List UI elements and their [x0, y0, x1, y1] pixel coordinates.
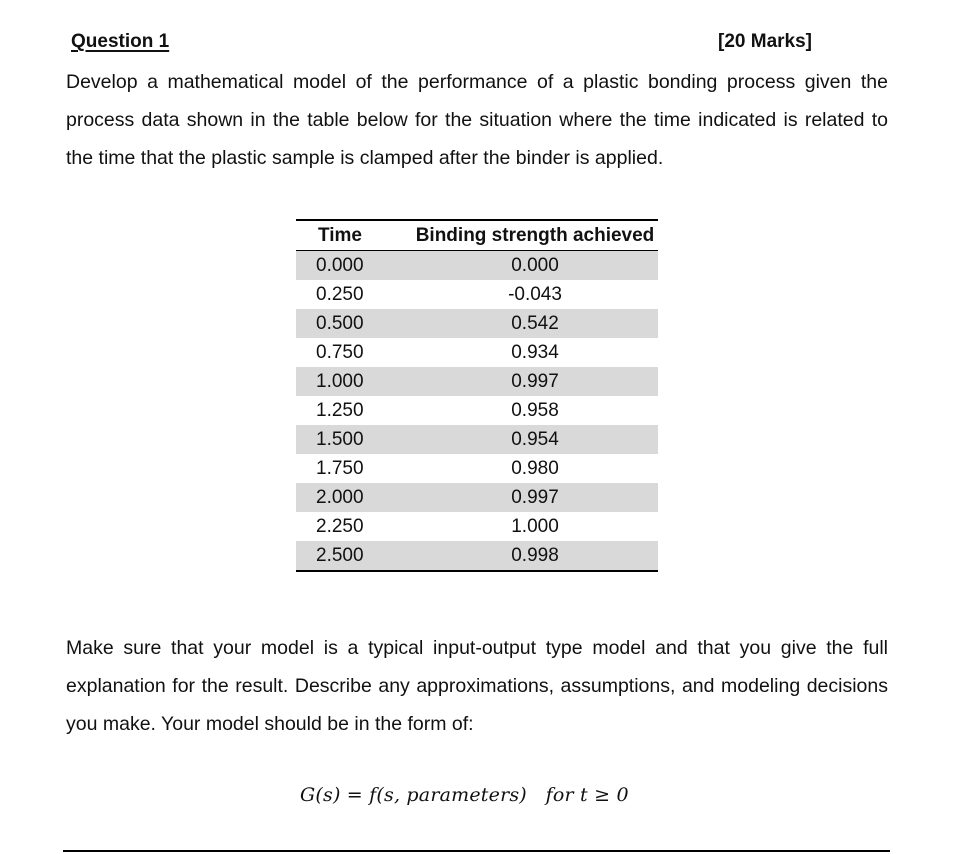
process-data-table	[296, 219, 658, 572]
cell-time: 1.250	[316, 400, 364, 421]
bottom-divider	[63, 850, 890, 852]
instructions-paragraph: Make sure that your model is a typical input-output type model and that you give the full explanation for the result. Describe any approximations, assumptions, and modeling decisions you make. Your model should be in the form of:	[66, 637, 888, 735]
question-heading: Question 1	[71, 31, 170, 52]
cell-binding-strength: 0.997	[511, 487, 559, 508]
cell-time: 0.500	[316, 313, 364, 334]
cell-time: 0.000	[316, 255, 364, 276]
cell-binding-strength: 1.000	[511, 516, 559, 537]
table-row	[296, 396, 658, 425]
model-formula: G(s) = f(s, parameters) for t ≥ 0	[300, 784, 629, 806]
table-row	[296, 251, 658, 281]
cell-binding-strength: 0.997	[511, 371, 559, 392]
table-row	[296, 338, 658, 367]
cell-binding-strength: 0.934	[511, 342, 559, 363]
table-row	[296, 483, 658, 512]
table-row	[296, 541, 658, 571]
cell-time: 1.500	[316, 429, 364, 450]
table-header-row	[296, 220, 658, 251]
cell-binding-strength: 0.000	[511, 255, 559, 276]
cell-time: 2.250	[316, 516, 364, 537]
table-row	[296, 425, 658, 454]
cell-time: 1.000	[316, 371, 364, 392]
cell-binding-strength: 0.542	[511, 313, 559, 334]
table-row	[296, 309, 658, 338]
header-binding-strength: Binding strength achieved	[415, 225, 655, 246]
question-marks: [20 Marks]	[718, 31, 812, 52]
cell-time: 2.000	[316, 487, 364, 508]
cell-time: 0.250	[316, 284, 364, 305]
cell-binding-strength: -0.043	[508, 284, 562, 305]
table-row	[296, 454, 658, 483]
header-time: Time	[318, 225, 363, 246]
table-row	[296, 367, 658, 396]
table-row	[296, 512, 658, 541]
intro-paragraph: Develop a mathematical model of the performance of a plastic bonding process given the process data shown in the table below for the situation where the time indicated is related to the time that the plastic sample is clamped after the binder is applied.	[66, 71, 888, 169]
cell-binding-strength: 0.954	[511, 429, 559, 450]
cell-binding-strength: 0.958	[511, 400, 559, 421]
cell-binding-strength: 0.980	[511, 458, 559, 479]
cell-binding-strength: 0.998	[511, 545, 559, 566]
cell-time: 1.750	[316, 458, 364, 479]
table-row	[296, 280, 658, 309]
cell-time: 0.750	[316, 342, 364, 363]
cell-time: 2.500	[316, 545, 364, 566]
